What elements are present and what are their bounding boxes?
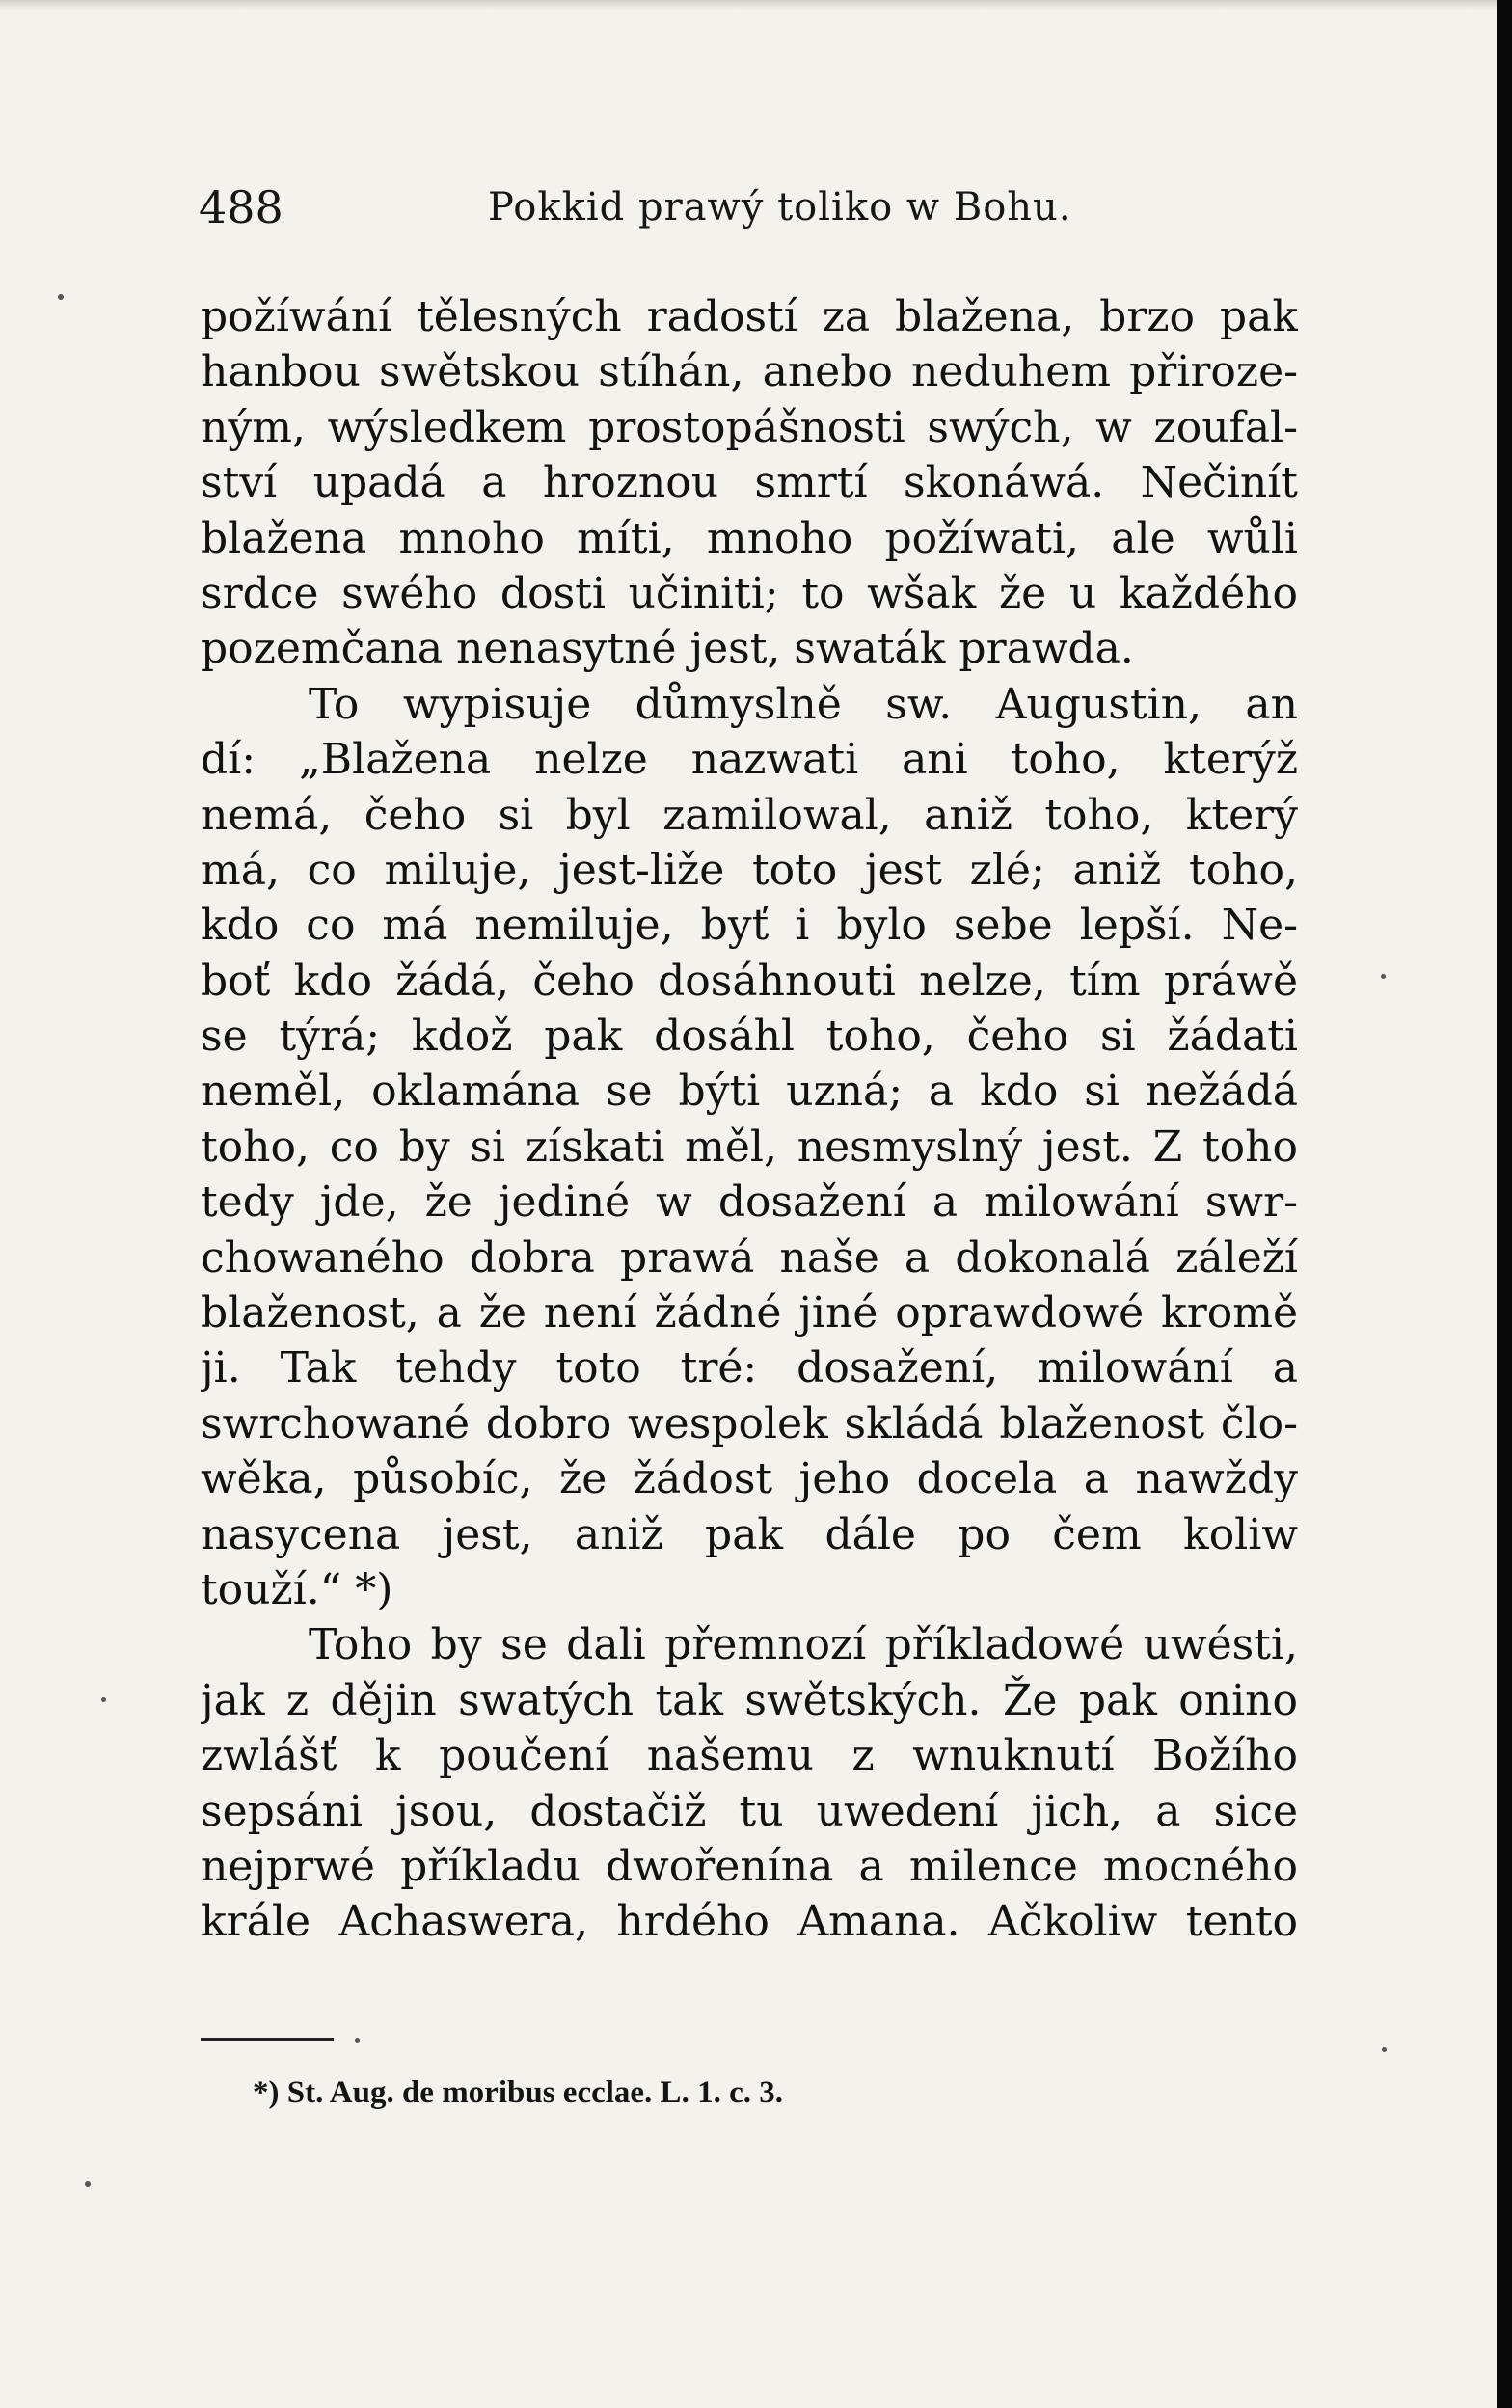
text-line: ji. Tak tehdy toto tré: dosažení, milowání a <box>201 1343 1298 1393</box>
scan-edge <box>1497 0 1512 2408</box>
text-line: ství upadá a hroznou smrtí skonáwá. Nečinít <box>201 458 1298 508</box>
page-header <box>199 174 1317 241</box>
running-head: Pokkid prawý toliko w Bohu. <box>488 185 1072 230</box>
text-line: boť kdo žádá, čeho dosáhnouti nelze, tím práwě <box>201 956 1298 1006</box>
text-line: dí: „Blažena nelze nazwati ani toho, kterýž <box>201 735 1298 785</box>
text-line: wěka, působíc, že žádost jeho docela a nawždy <box>201 1454 1298 1504</box>
text-line: hanbou swětskou stíhán, anebo neduhem přiroze- <box>201 347 1298 397</box>
text-line: blažena mnoho míti, mnoho požíwati, ale wůli <box>201 513 1298 563</box>
text-line: ným, wýsledkem prostopášnosti swých, w zoufal- <box>201 402 1298 452</box>
text-line: nasycena jest, aniž pak dále po čem koliw <box>201 1509 1298 1559</box>
paper-speck <box>101 1697 106 1702</box>
text-line: To wypisuje důmyslně sw. Augustin, an <box>309 679 1298 729</box>
text-line: pozemčana nenasytné jest, swaták prawda. <box>201 624 1134 674</box>
text-line: se týrá; kdož pak dosáhl toho, čeho si žádati <box>201 1012 1298 1062</box>
text-line: kdo co má nemiluje, byť i bylo sebe lepší. Ne- <box>201 901 1298 951</box>
text-line: srdce swého dosti učiniti; to wšak že u každého <box>201 568 1298 618</box>
paper-speck <box>355 2038 360 2043</box>
page-top-edge <box>0 0 1497 10</box>
text-line: zwlášť k poučení našemu z wnuknutí Božího <box>201 1731 1298 1781</box>
text-line: blaženost, a že není žádné jiné oprawdowé kromě <box>201 1288 1298 1339</box>
paper-speck <box>1382 2047 1387 2052</box>
text-line: nejprwé příkladu dwořenína a milence mocného <box>201 1841 1298 1891</box>
footnote-divider <box>201 2038 334 2041</box>
text-line: má, co miluje, jest-liže toto jest zlé; aniž toho, <box>201 845 1298 895</box>
text-line: krále Achaswera, hrdého Amana. Ačkoliw tento <box>201 1897 1298 1947</box>
text-line: toho, co by si získati měl, nesmyslný jest. Z toho <box>201 1122 1298 1172</box>
text-line: chowaného dobra prawá naše a dokonalá záleží <box>201 1232 1298 1283</box>
text-line: neměl, oklamána se býti uzná; a kdo si nežádá <box>201 1067 1298 1117</box>
text-line: tedy jde, že jediné w dosažení a milowání swr- <box>201 1177 1298 1228</box>
text-line: Toho by se dali přemnozí příkladowé uwésti, <box>309 1620 1298 1670</box>
text-line: jak z dějin swatých tak swětských. Že pak onino <box>201 1675 1298 1725</box>
text-line: požíwání tělesných radostí za blažena, brzo pak <box>201 292 1298 341</box>
footnote: *) St. Aug. de moribus ecclae. L. 1. c. 3. <box>253 2075 783 2110</box>
paper-speck <box>1381 974 1386 979</box>
paper-speck <box>85 2181 91 2187</box>
text-line: touží.“ *) <box>201 1564 393 1614</box>
text-line: swrchowané dobro wespolek skládá blaženost člo- <box>201 1398 1298 1448</box>
paper-speck <box>58 294 64 300</box>
body-text <box>201 289 1298 1950</box>
text-line: sepsáni jsou, dostačiž tu uwedení jich, a sice <box>201 1786 1298 1836</box>
text-line: nemá, čeho si byl zamilowal, aniž toho, který <box>201 790 1298 840</box>
page-number: 488 <box>199 181 284 233</box>
